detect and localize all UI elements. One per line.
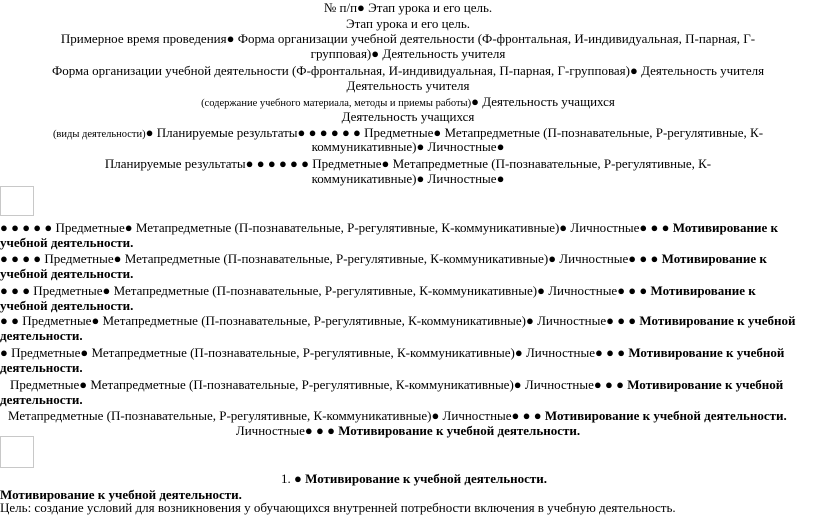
doc-line-4: [0, 46, 816, 62]
line-bold-text: Мотивирование к: [661, 251, 767, 266]
line-text: ● ● ● ● ● Предметные● Метапредметные (П-познавательные, Р-регулятивные, К-коммуникативные)● Личностные● ● ●: [0, 220, 673, 235]
doc-line-6: [0, 78, 816, 94]
line-bold-text: Мотивирование к учебной: [628, 345, 785, 360]
line-text: ● ● Предметные● Метапредметные (П-познавательные, Р-регулятивные, К-коммуникативные)● Личностные● ● ●: [0, 313, 640, 328]
numbered-item-1: [281, 471, 816, 487]
line-text: Форма организации учебной деятельности (Ф-фронтальная, И-индивидуальная, П-парная, Г-групповая)● Деятельность учителя: [51, 63, 765, 78]
line-bold-text: деятельности.: [0, 328, 83, 343]
doc-line-19: [0, 313, 816, 329]
line-text: 1. ●: [281, 471, 306, 486]
line-text: Этап урока и его цель.: [346, 16, 470, 31]
line-bold-text: деятельности.: [0, 392, 83, 407]
doc-line-14: [0, 235, 816, 251]
doc-line-25: [8, 408, 816, 424]
line-text: Предметные● Метапредметные (П-познавательные, Р-регулятивные, К-коммуникативные)● Личностные● ● ●: [10, 377, 628, 392]
line-bold-text: Мотивирование к учебной деятельности.: [544, 408, 787, 423]
line-bold-text: Мотивирование к: [672, 220, 778, 235]
doc-line-17: [0, 283, 816, 299]
doc-line-8: [0, 109, 816, 125]
line-text: ● Деятельность учащихся: [471, 94, 615, 109]
line-bold-text: Мотивирование к учебной: [627, 377, 784, 392]
line-text: Деятельность учителя: [346, 78, 470, 93]
doc-line-15: [0, 251, 816, 267]
line-small-text: (содержание учебного материала, методы и приемы работы): [201, 98, 472, 109]
line-text: ● ● ● ● Предметные● Метапредметные (П-познавательные, Р-регулятивные, К-коммуникативные)● Личностные● ● ●: [0, 251, 662, 266]
doc-line-3: [0, 31, 816, 47]
doc-line-18: [0, 298, 816, 314]
line-text: Цель: создание условий для возникновения у обучающихся внутренней потребности включения в учебную деятельность.: [0, 500, 676, 515]
doc-line-13: [0, 220, 816, 236]
line-bold-text: учебной деятельности.: [0, 298, 134, 313]
line-bold-text: Мотивирование к учебной деятельности.: [305, 471, 548, 486]
line-text: коммуникативные)● Личностные●: [311, 171, 505, 186]
line-text: № п/п● Этап урока и его цель.: [323, 0, 493, 15]
line-text: Примерное время проведения● Форма организации учебной деятельности (Ф-фронтальная, И-индивидуальная, П-парная, Г-: [60, 31, 756, 46]
line-text: Деятельность учащихся: [341, 109, 475, 124]
line-bold-text: учебной деятельности.: [0, 235, 134, 250]
line-bold-text: Мотивирование к учебной деятельности.: [338, 423, 581, 438]
line-text: ● Предметные● Метапредметные (П-познавательные, Р-регулятивные, К-коммуникативные)● Личностные● ● ●: [0, 345, 629, 360]
embedded-frame-box: [0, 436, 34, 468]
goal-line: [0, 500, 816, 516]
embedded-frame-box: [0, 186, 34, 216]
doc-line-1: [0, 0, 816, 16]
line-text: групповая)● Деятельность учителя: [310, 46, 506, 61]
line-bold-text: Мотивирование к: [650, 283, 756, 298]
line-bold-text: Мотивирование к учебной деятельности.: [0, 487, 242, 502]
doc-line-23: [10, 377, 816, 393]
doc-line-2: [0, 16, 816, 32]
line-bold-text: Мотивирование к учебной: [639, 313, 796, 328]
line-text: Личностные● ● ●: [235, 423, 339, 438]
doc-line-16: [0, 266, 816, 282]
doc-line-11: [0, 156, 816, 172]
line-bold-text: учебной деятельности.: [0, 266, 134, 281]
line-text: Планируемые результаты● ● ● ● ● ● Предметные● Метапредметные (П-познавательные, Р-регулятивные, К-: [104, 156, 712, 171]
line-text: ● ● ● Предметные● Метапредметные (П-познавательные, Р-регулятивные, К-коммуникативные)● Личностные● ● ●: [0, 283, 651, 298]
doc-line-21: [0, 345, 816, 361]
doc-line-22: [0, 360, 816, 376]
doc-line-12: [0, 171, 816, 187]
line-bold-text: деятельности.: [0, 360, 83, 375]
line-small-text: (виды деятельности): [52, 129, 146, 140]
doc-line-10: [0, 139, 816, 155]
doc-line-26: [0, 423, 816, 439]
line-text: коммуникативные)● Личностные●: [311, 139, 505, 154]
doc-line-24: [0, 392, 816, 408]
line-text: Метапредметные (П-познавательные, Р-регулятивные, К-коммуникативные)● Личностные● ● ●: [8, 408, 545, 423]
line-text: ● Планируемые результаты● ● ● ● ● ● Предметные● Метапредметные (П-познавательные, Р-регулятивные, К-: [145, 125, 764, 140]
doc-line-20: [0, 328, 816, 344]
doc-line-5: [0, 63, 816, 79]
